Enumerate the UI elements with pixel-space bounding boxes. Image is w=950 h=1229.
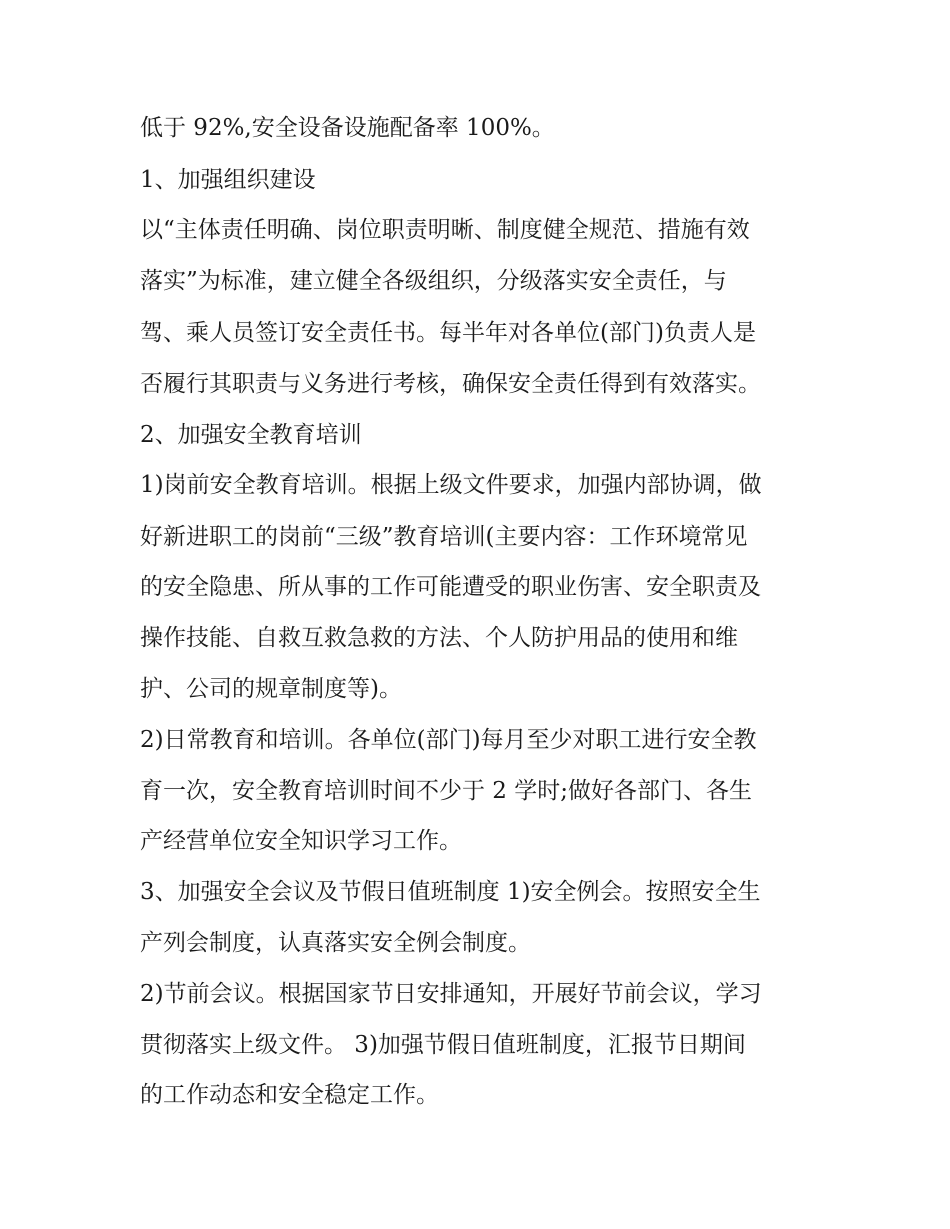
text-line: 产列会制度，认真落实安全例会制度。 [140, 930, 531, 956]
text-line: 育一次，安全教育培训时间不少于 2 学时;做好各部门、各生 [140, 778, 753, 804]
text-line: 的工作动态和安全稳定工作。 [140, 1082, 439, 1108]
section-heading: 2、加强安全教育培训 [140, 422, 362, 448]
section-heading: 1、加强组织建设 [140, 167, 316, 193]
text-line: 否履行其职责与义务进行考核，确保安全责任得到有效落实。 [140, 371, 761, 397]
text-line: 1)岗前安全教育培训。根据上级文件要求，加强内部协调，做 [140, 472, 762, 498]
text-line: 操作技能、自救互救急救的方法、个人防护用品的使用和维 [140, 625, 738, 651]
text-line: 落实”为标准，建立健全各级组织，分级落实安全责任，与 [140, 268, 727, 294]
text-line: 2)日常教育和培训。各单位(部门)每月至少对职工进行安全教 [140, 727, 757, 753]
text-line: 产经营单位安全知识学习工作。 [140, 828, 462, 854]
text-line: 贯彻落实上级文件。 3)加强节假日值班制度，汇报节日期间 [140, 1032, 746, 1058]
text-line: 好新进职工的岗前“三级”教育培训(主要内容：工作环境常见 [140, 524, 748, 550]
text-line: 护、公司的规章制度等)。 [140, 676, 402, 702]
text-line: 以“主体责任明确、岗位职责明晰、制度健全规范、措施有效 [140, 217, 750, 243]
text-line: 的安全隐患、所从事的工作可能遭受的职业伤害、安全职责及 [140, 574, 761, 600]
text-line: 2)节前会议。根据国家节日安排通知，开展好节前会议，学习 [140, 981, 762, 1007]
section-heading: 3、加强安全会议及节假日值班制度 1)安全例会。按照安全生 [140, 879, 761, 905]
text-line: 驾、乘人员签订安全责任书。每半年对各单位(部门)负责人是 [140, 320, 756, 346]
text-line: 低于 92%,安全设备设施配备率 100%。 [140, 115, 555, 141]
